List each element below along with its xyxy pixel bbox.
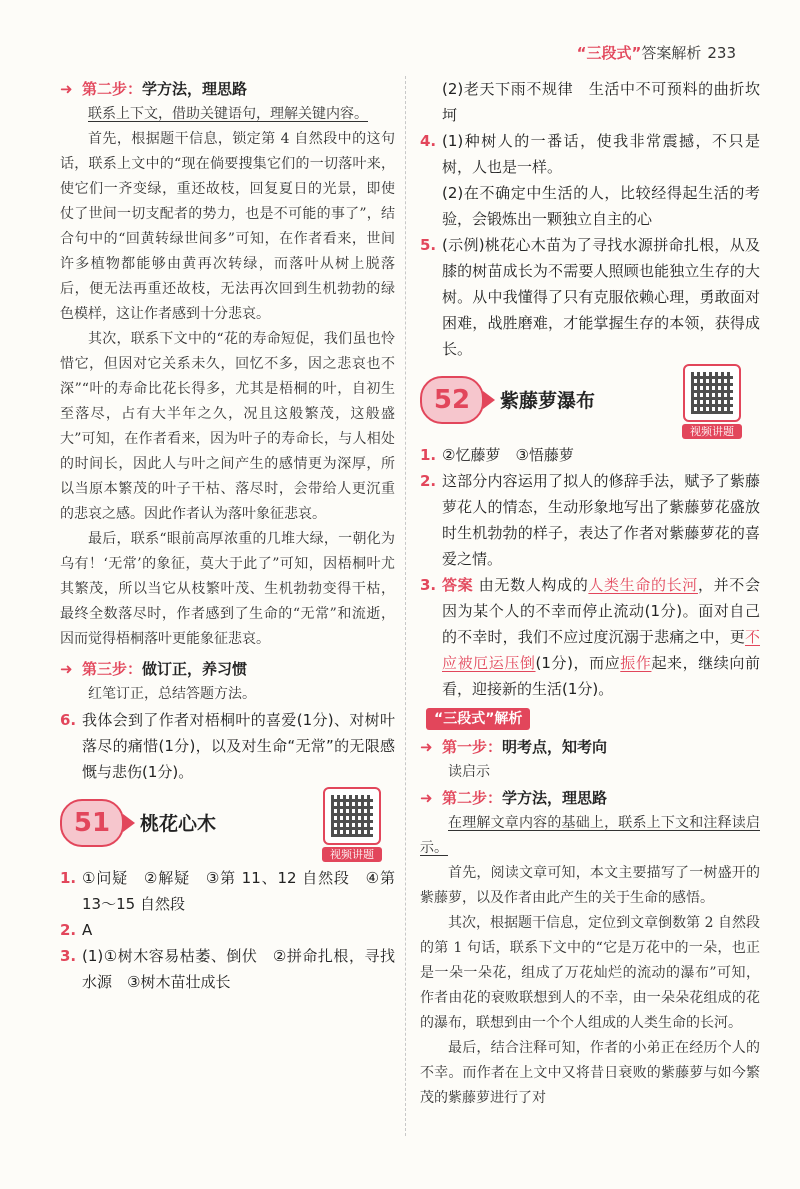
qr-caption: 视频讲题 (322, 847, 382, 862)
step1-heading (420, 734, 760, 760)
answer-label: 答案 (442, 576, 474, 594)
step-title: 做订正，养习惯 (142, 660, 248, 678)
column-divider (405, 76, 406, 1136)
answer-text-2: ，并不会因为某个人的不幸而停止流动(1分)。面对自己的不幸时，我们不应过度沉溺于悲痛之中，更 (442, 576, 760, 646)
item-number: 3. (420, 576, 437, 594)
lesson-51-header (60, 795, 395, 861)
item-number: 3. (60, 947, 77, 965)
item-number: 2. (420, 472, 437, 490)
step2-guide: 联系上下文，借助关键语句，理解关键内容。 (88, 106, 368, 122)
answer-highlight-3: 振作 (620, 654, 652, 672)
answer-highlight-1: 人类生命的长河 (588, 576, 698, 594)
lesson-52-header (420, 372, 760, 438)
item-text: (1)种树人的一番话，使我非常震撼，不只是树，人也是一样。 (442, 132, 760, 176)
item-number: 6. (60, 711, 77, 729)
answer-item-2 (420, 468, 760, 572)
step-arrow-icon: ➜ (420, 738, 433, 756)
video-qr-code[interactable] (322, 787, 382, 862)
step2-paragraph-1: 首先，根据题干信息，锁定第 4 自然段中的这句话，联系上文中的“现在倘要搜集它们的一切落叶来，使它们一齐变绿，重还故枝，回复夏日的光景，即使仗了世间一切支配者的势力，也是不可能的事了”，结合句中的“回黄转绿世间多”可知，在作者看来，世间许多植物都能够由黄再次转绿，而落叶从树上脱落后，便无法再重还故枝，无法再次回到生机勃勃的绿色模样，这让作者感到十分悲哀。 (60, 131, 395, 322)
answer-item-1 (420, 442, 760, 468)
answer-item-4-part-2: (2)在不确定中生活的人，比较经得起生活的考验，会锻炼出一颗独立自主的心 (442, 184, 760, 228)
step-label: 第一步： (442, 738, 503, 756)
lesson-number-badge: 51 (60, 799, 124, 847)
left-column (60, 76, 395, 995)
step-arrow-icon: ➜ (420, 789, 433, 807)
item-number: 2. (60, 921, 77, 939)
item-number: 1. (420, 446, 437, 464)
step-title: 学方法，理思路 (502, 789, 608, 807)
item-text: 这部分内容运用了拟人的修辞手法，赋予了紫藤萝花人的情态，生动形象地写出了紫藤萝花盛放时生机勃勃的样子，表达了作者对紫藤萝花的喜爱之情。 (442, 472, 760, 568)
step-title: 明考点，知考向 (502, 738, 608, 756)
step2-heading (420, 785, 760, 811)
answer-text-3: (1分)，而应 (535, 654, 621, 672)
step2-paragraph-2: 其次，联系下文中的“花的寿命短促，我们虽也怜惜它，但因对它关系未久，回忆不多，因之悲哀也不深”“叶的寿命比花长得多，尤其是梧桐的叶，自初生至落尽，占有大半年之久，况且这般繁茂，这般盛大”可知，在作者看来，因为叶子的寿命长，与人相处的时间长，因此人与叶之间产生的感情更为深厚，所以当原本繁茂的叶子干枯、落尽时，会带给人更沉重的悲哀之感。因此作者认为落叶象征悲哀。 (60, 331, 395, 522)
answer-item-3 (60, 943, 395, 995)
lesson-number-badge: 52 (420, 376, 484, 424)
step1-text: 读启示 (448, 764, 490, 780)
step3-heading (60, 656, 395, 682)
step2-heading (60, 76, 395, 102)
answer-item-1 (60, 865, 395, 917)
header-brand: “三段式” (576, 44, 642, 62)
qr-caption: 视频讲题 (682, 424, 742, 439)
step3-text: 红笔订正，总结答题方法。 (88, 686, 256, 702)
analysis-tag: “三段式”解析 (426, 708, 530, 730)
step-label: 第三步： (82, 660, 143, 678)
step-label: 第二步： (442, 789, 503, 807)
item-text: ②忆藤萝 ③悟藤萝 (442, 446, 574, 464)
step-arrow-icon: ➜ (60, 660, 73, 678)
step-title: 学方法，理思路 (142, 80, 248, 98)
step-label: 第二步： (82, 80, 143, 98)
answer-item-3 (420, 572, 760, 702)
step2-paragraph-3: 最后，联系“眼前高厚浓重的几堆大绿，一朝化为乌有！‘无常’的象征，莫大于此了”可知，因梧桐叶尤其繁茂，所以当它从枝繁叶茂、生机勃勃变得干枯，最终全数落尽时，作者感到了生命的“无常”和流逝，因而觉得梧桐落叶更能象征悲哀。 (60, 531, 395, 647)
item-text: (示例)桃花心木苗为了寻找水源拼命扎根，从及膝的树苗成长为不需要人照顾也能独立生存的大树。从中我懂得了只有克服依赖心理，勇敢面对困难，战胜磨难，才能掌握生存的本领，获得成长。 (442, 236, 760, 358)
answer-highlight-2: 不应被厄运压倒 (442, 628, 760, 672)
qr-code-icon (683, 364, 741, 422)
header-title: 答案解析 (641, 44, 702, 62)
page-number: 233 (707, 44, 736, 62)
step2-paragraph-1: 首先，阅读文章可知，本文主要描写了一树盛开的紫藤萝，以及作者由此产生的关于生命的感悟。 (420, 865, 760, 906)
lesson-title: 紫藤萝瀑布 (500, 390, 596, 412)
item-text: (1)①树木容易枯萎、倒伏 ②拼命扎根，寻找水源 ③树木苗壮成长 (82, 947, 395, 991)
item-text: ①问疑 ②解疑 ③第 11、12 自然段 ④第 13～15 自然段 (82, 869, 395, 913)
item-text: A (82, 921, 93, 939)
video-qr-code[interactable] (682, 364, 742, 439)
answer-item-6 (60, 707, 395, 785)
item-number: 4. (420, 132, 437, 150)
item-text: 我体会到了作者对梧桐叶的喜爱(1分)、对树叶落尽的痛惜(1分)，以及对生命“无常”的无限感慨与悲伤(1分)。 (82, 711, 395, 781)
step2-paragraph-3: 最后，结合注释可知，作者的小弟正在经历个人的不幸。而作者在上文中又将昔日衰败的紫藤萝与如今繁茂的紫藤萝进行了对 (420, 1040, 760, 1106)
step2-paragraph-2: 其次，根据题干信息，定位到文章倒数第 2 自然段的第 1 句话，联系下文中的“它是万花中的一朵，也正是一朵一朵花，组成了万花灿烂的流动的瀑布”可知，作者由花的衰败联想到人的不幸，由一朵朵花组成的花的瀑布，联想到由一个个人组成的人类生命的长河。 (420, 915, 760, 1031)
step-arrow-icon: ➜ (60, 80, 73, 98)
item-number: 5. (420, 236, 437, 254)
page-header (577, 42, 736, 63)
right-column (420, 76, 760, 1111)
item-number: 1. (60, 869, 77, 887)
qr-code-icon (323, 787, 381, 845)
answer-text-1: 由无数人构成的 (478, 576, 589, 594)
answer-item-5 (420, 232, 760, 362)
answer-item-4 (420, 128, 760, 180)
answer-item-3-part-2: (2)老天下雨不规律 生活中不可预料的曲折坎坷 (442, 80, 760, 124)
lesson-title: 桃花心木 (140, 813, 217, 835)
answer-text-4: 起来，继续向前看，迎接新的生活(1分)。 (442, 654, 760, 698)
step2-guide: 在理解文章内容的基础上，联系上下文和注释读启示。 (420, 815, 760, 856)
answer-item-2 (60, 917, 395, 943)
